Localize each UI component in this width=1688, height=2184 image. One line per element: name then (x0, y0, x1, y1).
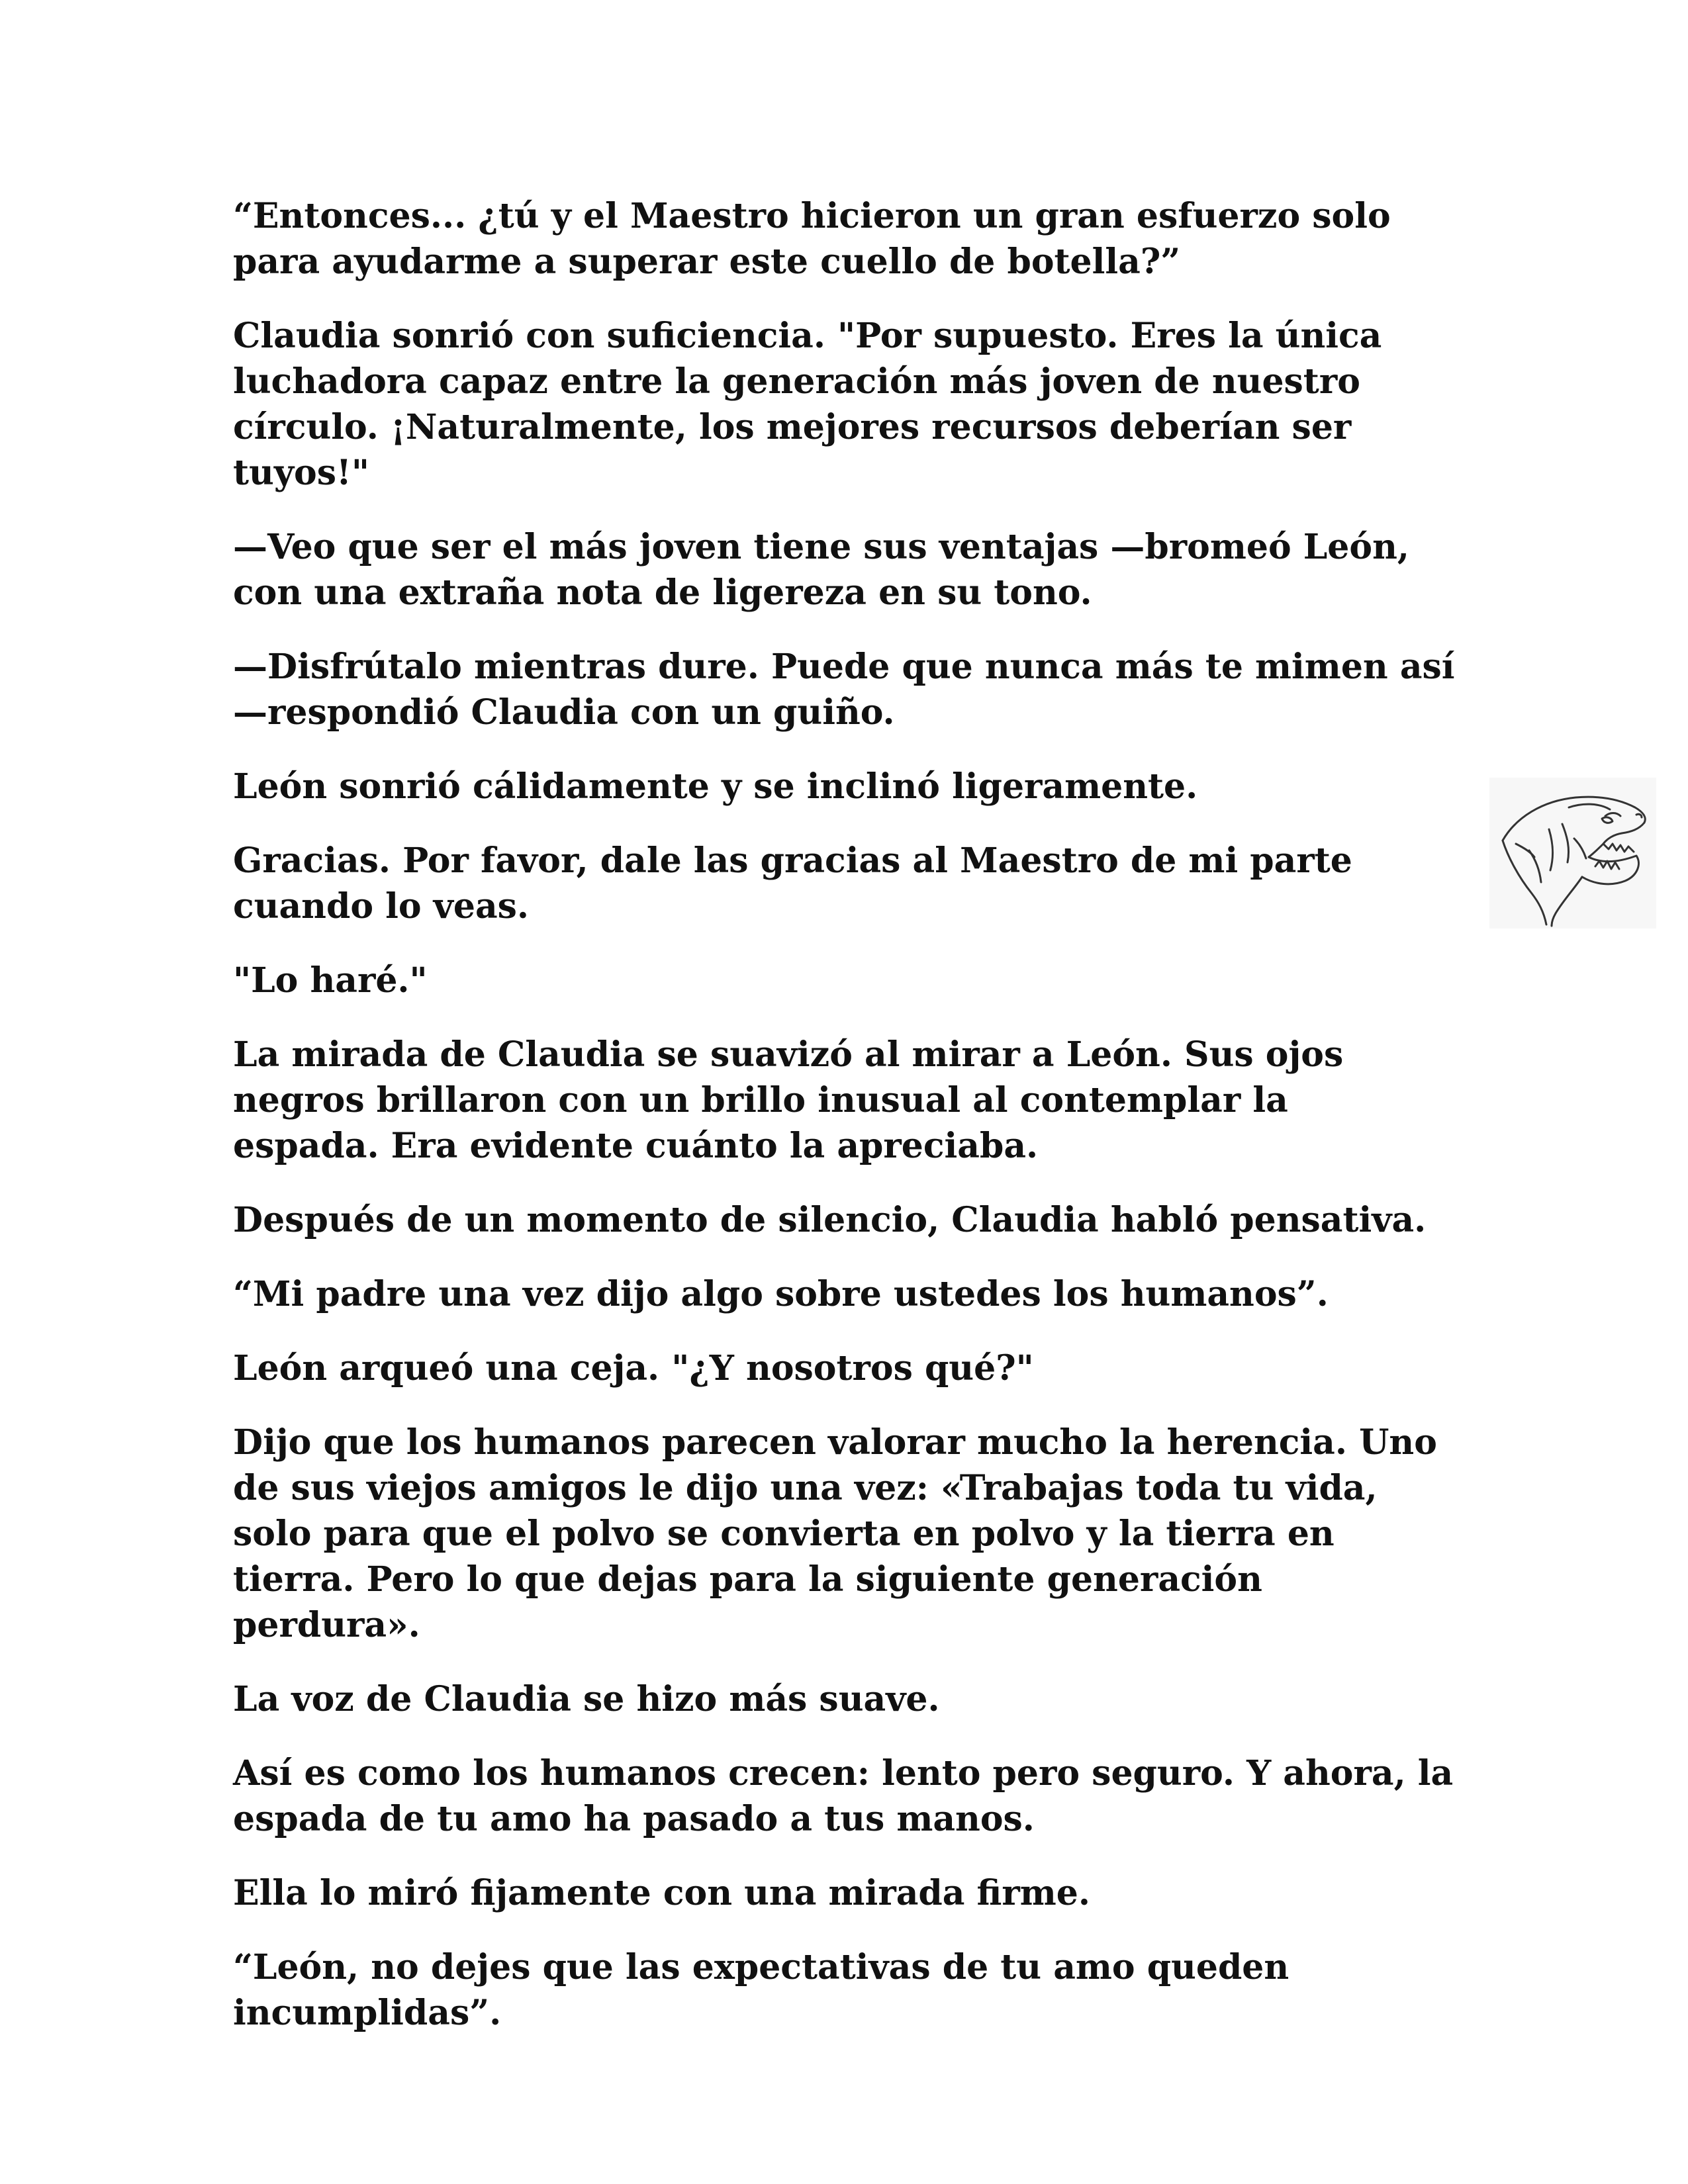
paragraph-2: Claudia sonrió con suficiencia. "Por supuesto. Eres la única luchadora capaz entre la generación más joven de nuestro círculo. ¡Naturalmente, los mejores recursos deberían ser tuyos!" (233, 316, 1382, 493)
paragraph-16: “León, no dejes que las expectativas de tu amo queden incumplidas”. (233, 1947, 1289, 2033)
paragraph-14: Así es como los humanos crecen: lento pero seguro. Y ahora, la espada de tu amo ha pasado a tus manos. (233, 1753, 1454, 1839)
document-body (233, 193, 1477, 2064)
paragraph-15: Ella lo miró fijamente con una mirada firme. (233, 1873, 1090, 1913)
paragraph-8: La mirada de Claudia se suavizó al mirar a León. Sus ojos negros brillaron con un brillo inusual al contemplar la espada. Era evidente cuánto la apreciaba. (233, 1034, 1344, 1166)
paragraph-9: Después de un momento de silencio, Claudia habló pensativa. (233, 1200, 1427, 1240)
dinosaur-sketch-svg (1489, 778, 1656, 929)
paragraph-1: “Entonces... ¿tú y el Maestro hicieron un gran esfuerzo solo para ayudarme a superar este cuello de botella?” (233, 196, 1391, 282)
paragraph-7: "Lo haré." (233, 960, 428, 1001)
paragraph-5: León sonrió cálidamente y se inclinó ligeramente. (233, 766, 1198, 807)
paragraph-10: “Mi padre una vez dijo algo sobre ustedes los humanos”. (233, 1274, 1329, 1314)
paragraph-3: —Veo que ser el más joven tiene sus ventajas —bromeó León, con una extraña nota de ligereza en su tono. (233, 527, 1409, 613)
paragraph-12: Dijo que los humanos parecen valorar mucho la herencia. Uno de sus viejos amigos le dijo una vez: «Trabajas toda tu vida, solo para que el polvo se convierta en polvo y la tierra en tierra. Pero lo que dejas para la siguiente generación perdura». (233, 1422, 1437, 1645)
paragraph-4: —Disfrútalo mientras dure. Puede que nunca más te mimen así —respondió Claudia con un guiño. (233, 647, 1455, 733)
paragraph-11: León arqueó una ceja. "¿Y nosotros qué?" (233, 1348, 1034, 1388)
dinosaur-head-sketch-icon (1489, 778, 1656, 929)
paragraph-6: Gracias. Por favor, dale las gracias al Maestro de mi parte cuando lo veas. (233, 841, 1352, 927)
paragraph-13: La voz de Claudia se hizo más suave. (233, 1679, 940, 1719)
